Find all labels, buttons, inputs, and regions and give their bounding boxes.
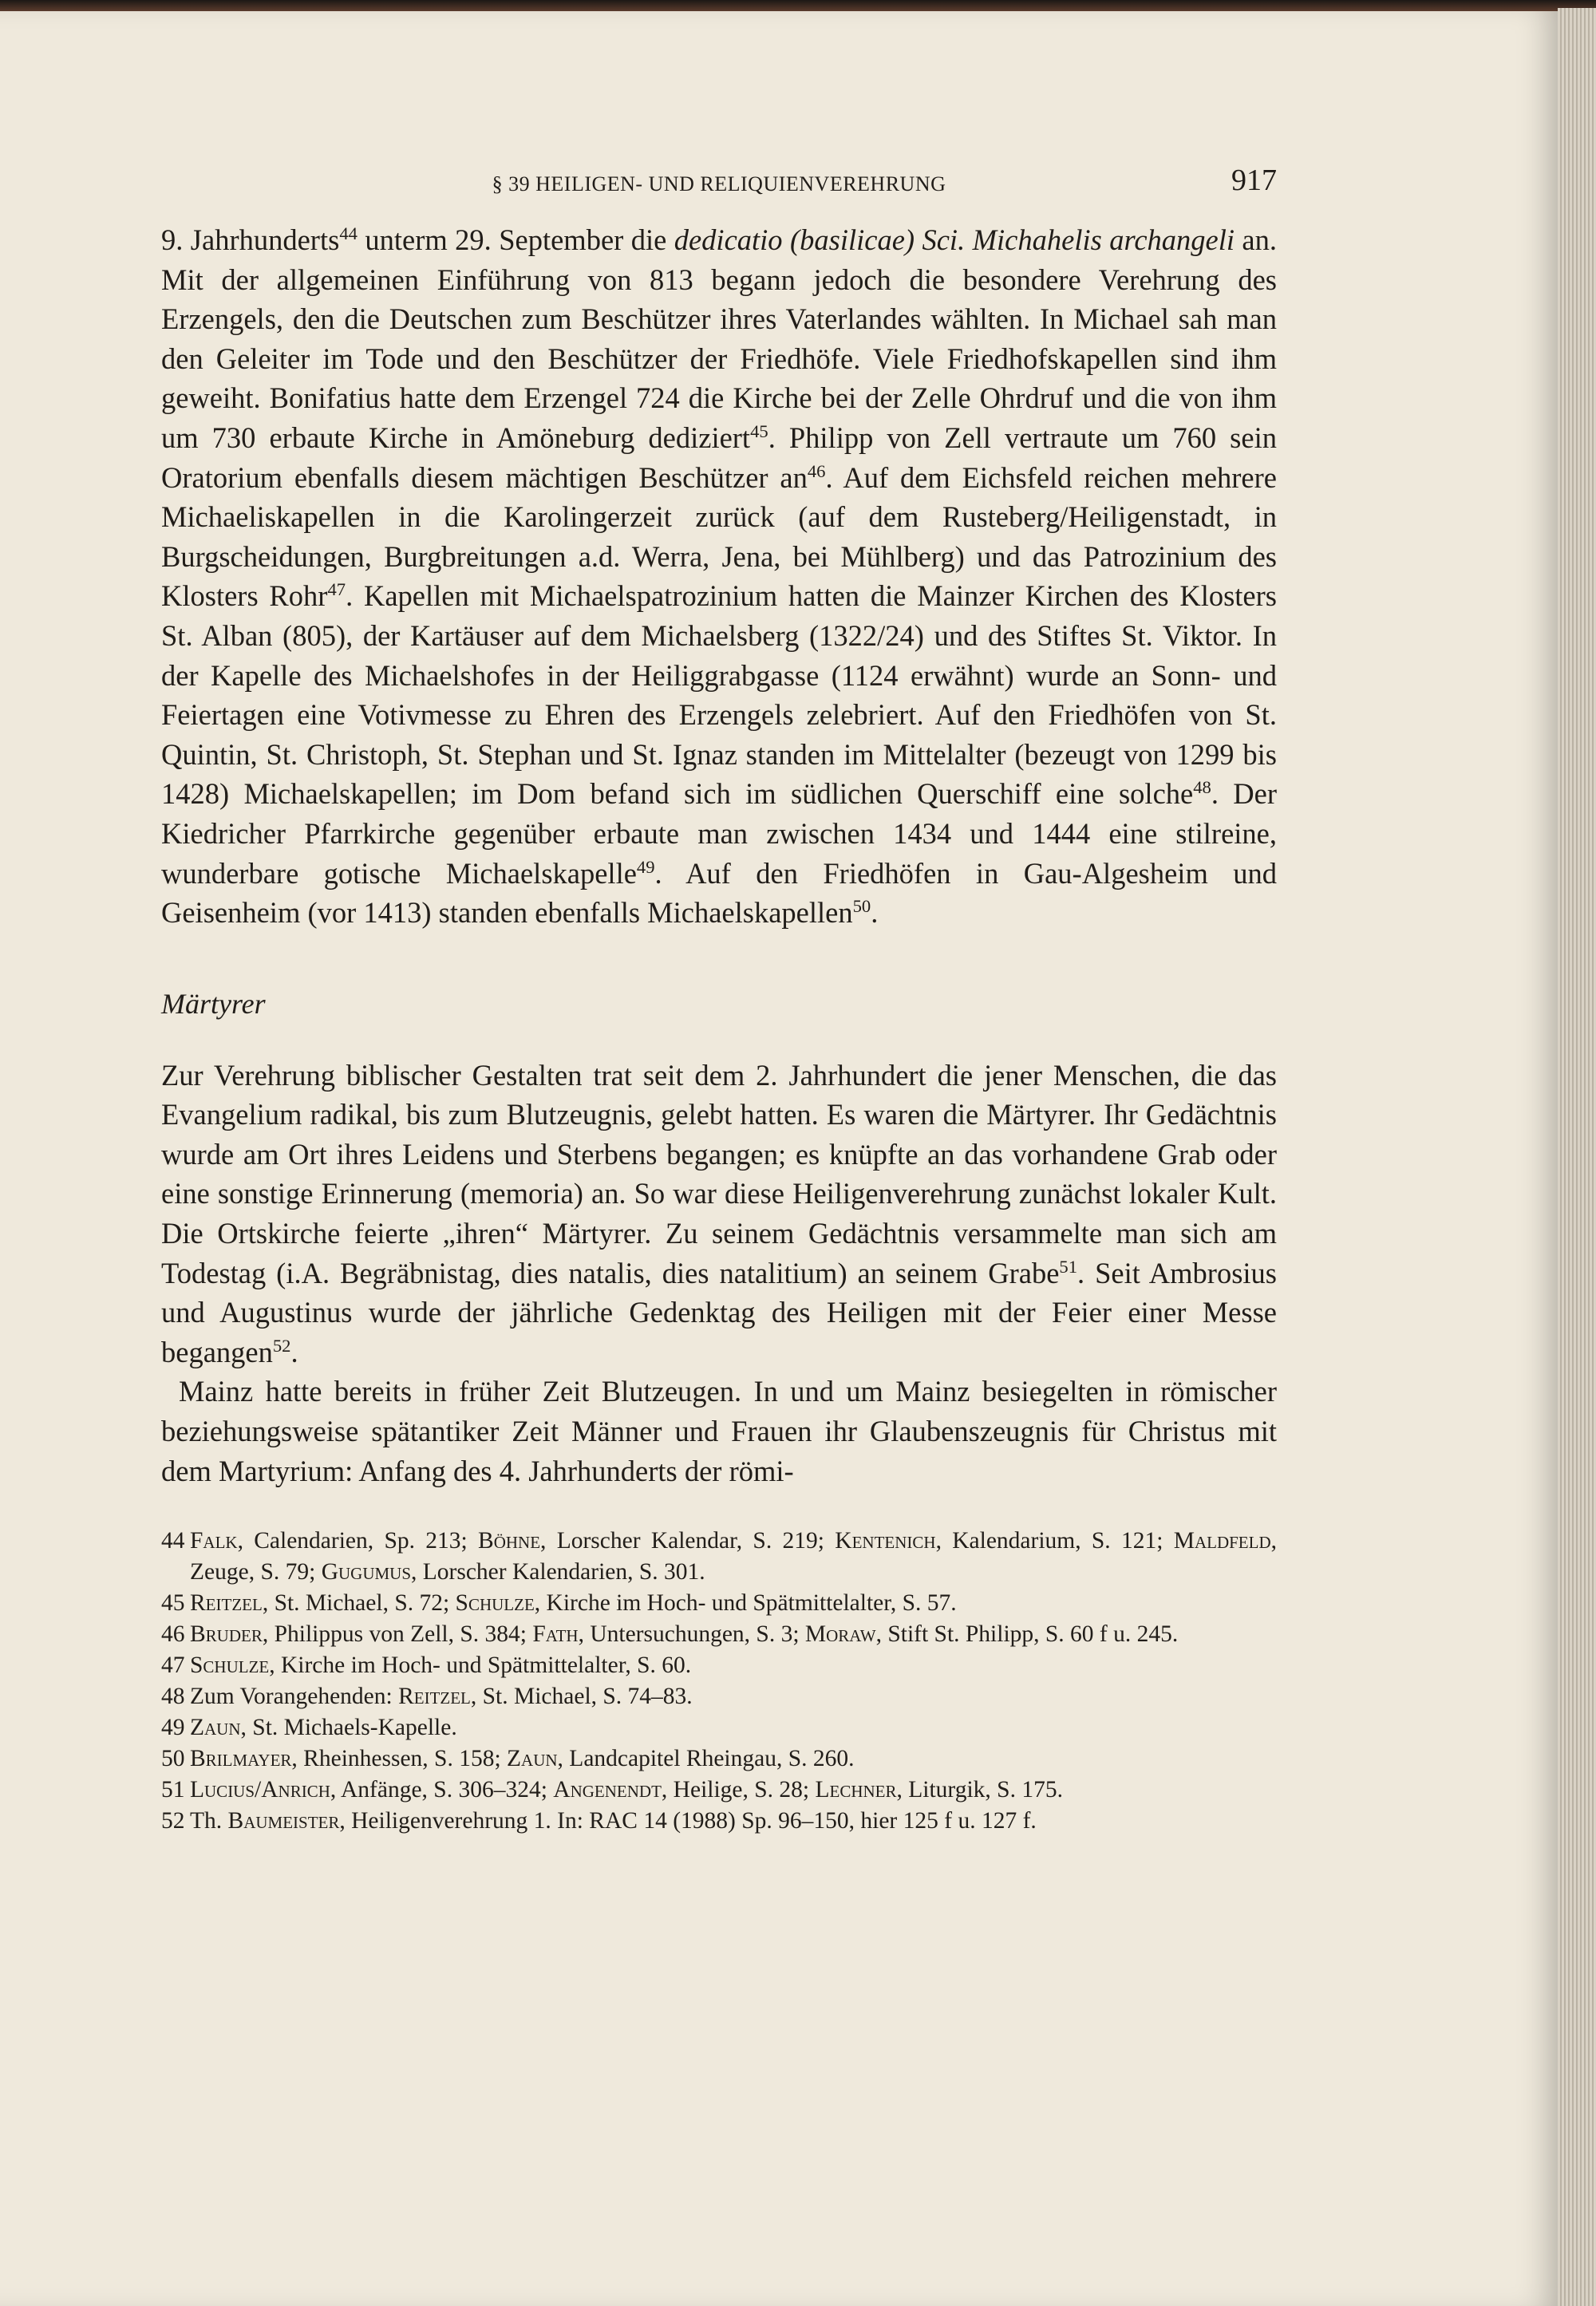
page-block-edge [1558, 8, 1596, 2306]
author-name: Fath [532, 1621, 579, 1648]
footnote-text: Brilmayer, Rheinhessen, S. 158; Zaun, Landcapitel Rheingau, S. 260. [190, 1746, 855, 1772]
author-name: Angenendt [553, 1777, 662, 1803]
footnote-number: 45 [161, 1590, 185, 1617]
footnote-number: 48 [161, 1684, 185, 1710]
section-heading: Märtyrer [161, 987, 266, 1020]
book-top-edge [0, 0, 1596, 11]
footnotes [161, 1526, 1277, 1837]
footnote-number: 51 [161, 1777, 185, 1803]
paragraph-martyrs: Zur Verehrung biblischer Gestalten trat seit dem 2. Jahrhundert die jener Menschen, die das Evangelium radikal, bis zum Blutzeugnis, gelebt hatten. Es waren die Märtyrer. Ihr Gedächtnis wurde am Ort ihres Leidens und Sterbens begangen; es knüpfte an das vorhandene Grab oder eine sonstige Erinnerung (memoria) an. So war diese Heiligenverehrung zunächst lokaler Kult. Die Ortskirche feierte „ihren“ Märtyrer. Zu seinem Gedächtnis versammelte man sich am Todestag (i.A. Begräbnistag, dies natalis, dies natalitium) an seinem Grabe$^{51}$. Seit Ambrosius und Augustinus wurde der jährliche Gedenktag des Heiligen mit der Feier einer Messe begangen$^{52}$. [161, 1058, 1277, 1368]
footnote-number: 52 [161, 1808, 185, 1834]
paragraph-michael: 9. Jahrhunderts$^{44}$ unterm 29. September die dedicatio (basilicae) Sci. Michahelis archangeli an. Mit der allgemeinen Einführung von 813 begann jedoch die besondere Verehrung des Erzengels, den die Deutschen zum Beschützer ihres Vaterlandes wählten. In Michael sah man den Geleiter im Tode und den Beschützer der Friedhöfe. Viele Friedhofskapellen sind ihm geweiht. Bonifatius hatte dem Erzengel 724 die Kirche bei der Zelle Ohrdruf und die von ihm um 730 erbaute Kirche in Amöneburg dediziert$^{45}$. Philipp von Zell vertraute um 760 sein Oratorium ebenfalls diesem mächtigen Beschützer $an^{46}$. Auf dem Eichsfeld reichen mehrere Michaeliskapellen in die Karolingerzeit zurück (auf dem Rusteberg/Heiligenstadt, in Burgscheidungen, Burgbreitungen a.d. Werra, Jena, bei Mühlberg) und das Patrozinium des Klosters Rohr$^{47}$. Kapellen mit Michaelspatrozinium hatten die Mainzer Kirchen des Klosters St. Alban (805), der Kartäuser auf dem Michaelsberg (1322/24) und des Stiftes St. Viktor. In der Kapelle des Michaelshofes in der Heiliggrabgasse (1124 erwähnt) wurde an Sonn- und Feiertagen eine Votivmesse zu Ehren des Erzengels zelebriert. Auf den Friedhöfen von St. Quintin, St. Christoph, St. Stephan und St. Ignaz standen im Mittelalter (bezeugt von 1299 bis 1428) Michaelskapellen; im Dom befand sich im südlichen Querschiff eine solche$^{48}$. Der Kiedricher Pfarrkirche gegenüber erbaute man zwischen 1434 und 1444 eine stilreine, wunderbare gotische Michaelskapelle$^{49}$. Auf den Friedhöfen in Gau-Algesheim und Geisenheim (vor 1413) standen ebenfalls Michaelskapellen$^{50}$. [161, 223, 1278, 930]
footnote-50 [161, 1743, 1277, 1775]
book-page [0, 11, 1558, 2306]
footnote-48 [161, 1681, 1277, 1712]
author-name: Schulze [455, 1590, 535, 1617]
footnote-ref[interactable]: 50 [852, 895, 871, 916]
text-block [161, 163, 1277, 1837]
footnote-51 [161, 1775, 1277, 1806]
footnote-47 [161, 1650, 1277, 1681]
author-name: Reitzel [398, 1684, 471, 1710]
author-name: Lucius/Anrich [190, 1777, 330, 1803]
latin-dedication: dedicatio (basilicae) Sci. Michahelis archangeli [674, 223, 1235, 256]
author-name: Reitzel [190, 1590, 263, 1617]
footnote-49 [161, 1712, 1277, 1743]
footnote-ref[interactable]: 46 [807, 460, 826, 481]
footnote-number: 47 [161, 1653, 185, 1679]
author-name: Bruder [190, 1621, 263, 1648]
footnote-text: Schulze, Kirche im Hoch- und Spätmittelalter, S. 60. [190, 1653, 692, 1679]
footnote-text: Zum Vorangehenden: Reitzel, St. Michael, S. 74–83. [190, 1684, 693, 1710]
footnote-number: 46 [161, 1621, 185, 1648]
footnote-number: 50 [161, 1746, 185, 1772]
footnote-44 [161, 1526, 1277, 1588]
author-name: Gugumus [321, 1559, 412, 1585]
paragraph-mainz: Mainz hatte bereits in früher Zeit Blutzeugen. In und um Mainz besiegelten in römischer beziehungsweise spätantiker Zeit Männer und Frauen ihr Glaubenszeugnis für Christus mit dem Martyrium: Anfang des 4. Jahrhunderts der römi- [161, 1375, 1277, 1487]
footnote-ref[interactable]: 44 [339, 223, 358, 243]
footnote-ref[interactable]: 51 [1059, 1256, 1078, 1277]
author-name: Brilmayer [190, 1746, 292, 1772]
author-name: Baumeister [227, 1808, 340, 1834]
footnote-ref[interactable]: 48 [1193, 777, 1211, 798]
footnote-number: 44 [161, 1528, 185, 1554]
footnote-46 [161, 1619, 1277, 1650]
footnote-text: Reitzel, St. Michael, S. 72; Schulze, Kirche im Hoch- und Spätmittelalter, S. 57. [190, 1590, 957, 1617]
footnote-ref[interactable]: 49 [636, 856, 655, 877]
running-header [161, 163, 1277, 211]
footnote-text: Falk, Calendarien, Sp. 213; Böhne, Lorscher Kalendar, S. 219; Kentenich, Kalendarium, S. 121; Maldfeld, Zeuge, S. 79; Gugumus, Lorscher Kalendarien, S. 301. [190, 1528, 1277, 1585]
footnote-ref[interactable]: 47 [327, 579, 346, 600]
author-name: Moraw [804, 1621, 876, 1648]
author-name: Böhne [478, 1528, 541, 1554]
author-name: Falk [190, 1528, 238, 1554]
author-name: Kentenich [835, 1528, 936, 1554]
footnote-52 [161, 1806, 1277, 1837]
author-name: Maldfeld [1173, 1528, 1271, 1554]
footnote-ref[interactable]: 52 [272, 1335, 291, 1356]
author-name: Zaun [507, 1746, 558, 1772]
author-name: Lechner [815, 1777, 897, 1803]
author-name: Schulze [190, 1653, 270, 1679]
running-title: § 39 HEILIGEN- UND RELIQUIENVEREHRUNG [492, 172, 946, 195]
author-name: Zaun [190, 1715, 241, 1741]
footnote-text: Bruder, Philippus von Zell, S. 384; Fath, Untersuchungen, S. 3; Moraw, Stift St. Philipp, S. 60 f u. 245. [190, 1621, 1179, 1648]
footnote-text: Zaun, St. Michaels-Kapelle. [190, 1715, 457, 1741]
footnote-text: Lucius/Anrich, Anfänge, S. 306–324; Angenendt, Heilige, S. 28; Lechner, Liturgik, S. 175. [190, 1777, 1063, 1803]
page-number: 917 [1231, 164, 1277, 197]
footnote-45 [161, 1588, 1277, 1619]
footnote-text: Th. Baumeister, Heiligenverehrung 1. In: RAC 14 (1988) Sp. 96–150, hier 125 f u. 127 f. [190, 1808, 1037, 1834]
footnote-number: 49 [161, 1715, 185, 1741]
footnote-ref[interactable]: 45 [750, 421, 768, 441]
